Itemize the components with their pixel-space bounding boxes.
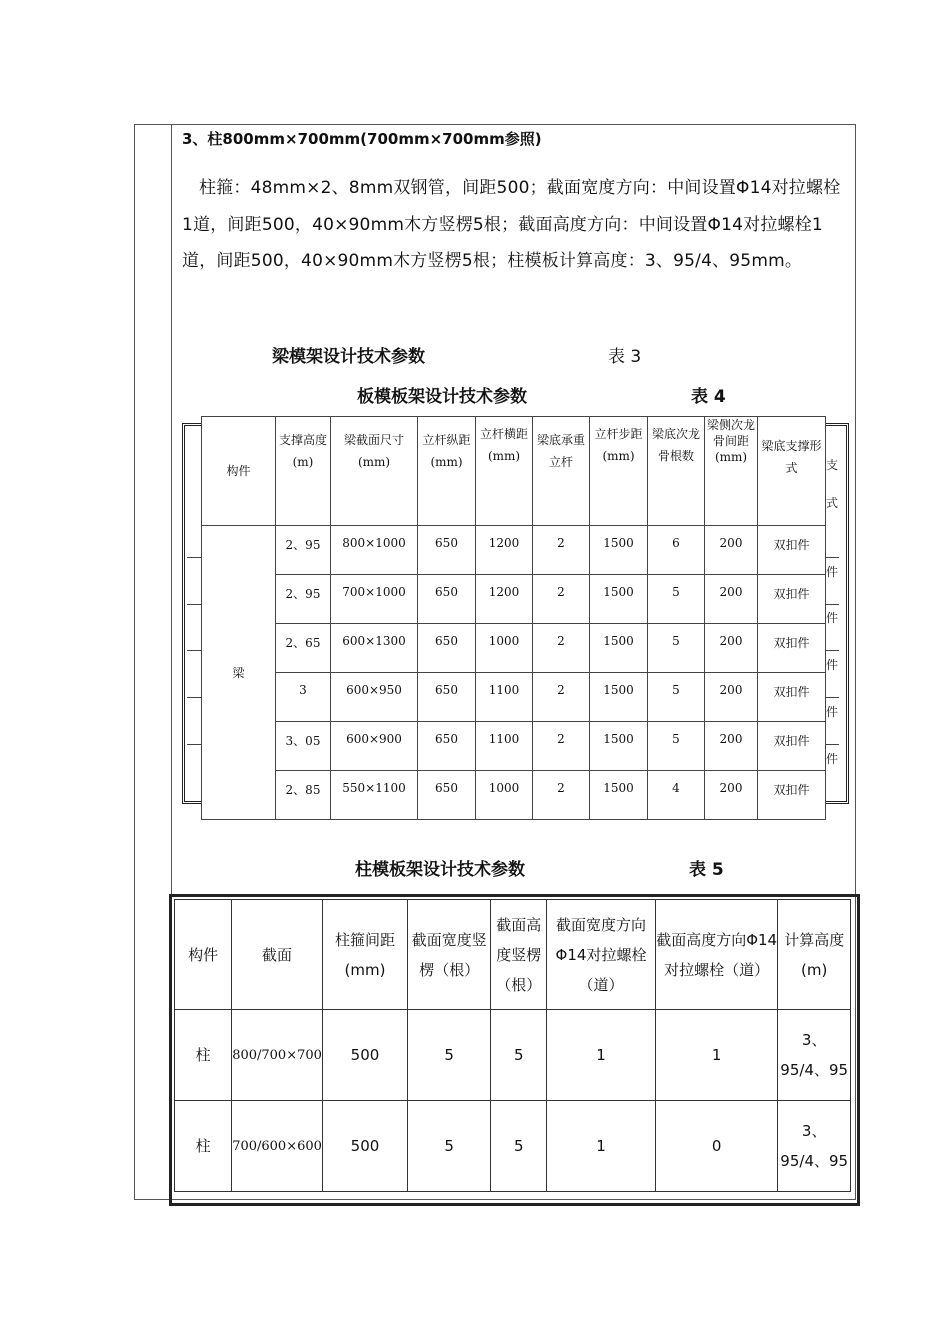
cell-pole-trans-spacing: 1100 [476, 722, 533, 771]
table-row [175, 1010, 851, 1101]
table3-rule [187, 697, 201, 698]
header-load-poles: 梁底承重立杆 [533, 417, 590, 526]
cell-beam-section: 600×900 [331, 722, 418, 771]
cell-support-form: 双扣件 [758, 526, 826, 575]
cell-support-form: 双扣件 [758, 722, 826, 771]
table3-cell: 式 [826, 496, 839, 510]
cell-pole-step: 1500 [590, 526, 648, 575]
table3-rule [187, 557, 201, 558]
cell-member: 柱 [175, 1101, 232, 1192]
cell-side-joist-spacing: 200 [705, 722, 758, 771]
cell-width-bolts: 1 [547, 1010, 656, 1101]
table4-title: 板模板架设计技术参数 [357, 387, 527, 407]
header-calc-height: 计算高度(m) [778, 900, 851, 1010]
cell-side-joist-spacing: 200 [705, 673, 758, 722]
cell-side-joist-spacing: 200 [705, 575, 758, 624]
cell-member: 柱 [175, 1010, 232, 1101]
table5 [174, 899, 851, 1192]
cell-pole-trans-spacing: 1100 [476, 673, 533, 722]
section-heading: 3、柱800mm×700mm(700mm×700mm参照) [182, 130, 542, 148]
cell-pole-trans-spacing: 1200 [476, 575, 533, 624]
cell-joist-count: 4 [648, 771, 705, 820]
table3-title: 梁模架设计技术参数 [272, 347, 425, 367]
cell-beam-section: 800×1000 [331, 526, 418, 575]
cell-pole-long-spacing: 650 [418, 673, 476, 722]
cell-joist-count: 5 [648, 673, 705, 722]
cell-beam-section: 600×950 [331, 673, 418, 722]
cell-support-height: 2、85 [276, 771, 331, 820]
table-row [175, 1101, 851, 1192]
cell-support-form: 双扣件 [758, 673, 826, 722]
header-member: 构件 [202, 417, 276, 526]
table3-rule [825, 604, 839, 605]
cell-pole-long-spacing: 650 [418, 624, 476, 673]
cell-joist-count: 5 [648, 722, 705, 771]
table-row [202, 673, 826, 722]
cell-load-poles: 2 [533, 575, 590, 624]
table3-rule [825, 650, 839, 651]
table4-number: 表 4 [691, 387, 726, 407]
cell-pole-trans-spacing: 1200 [476, 526, 533, 575]
cell-spacing: 500 [322, 1010, 407, 1101]
cell-load-poles: 2 [533, 673, 590, 722]
table5-title: 柱模板架设计技术参数 [355, 860, 525, 880]
cell-width-studs: 5 [408, 1010, 491, 1101]
cell-height-bolts: 0 [655, 1101, 778, 1192]
header-hoop-spacing: 柱箍间距(mm) [322, 900, 407, 1010]
cell-spacing: 500 [322, 1101, 407, 1192]
cell-pole-step: 1500 [590, 771, 648, 820]
cell-height-bolts: 1 [655, 1010, 778, 1101]
header-support-height: 支撑高度(m) [276, 417, 331, 526]
column-description: 柱箍：48mm×2、8mm双钢管，间距500；截面宽度方向：中间设置Φ14对拉螺栓1道，间距500，40×90mm木方竖楞5根；截面高度方向：中间设置Φ14对拉螺栓1道，间距500，40×90mm木方竖楞5根；柱模板计算高度：3、95/4、95mm。 [182, 178, 841, 271]
table3-number: 表 3 [608, 347, 642, 367]
header-width-studs: 截面宽度竖楞（根） [408, 900, 491, 1010]
cell-joist-count: 5 [648, 575, 705, 624]
cell-load-poles: 2 [533, 771, 590, 820]
table3-rule [187, 604, 201, 605]
table3-cell: 件 [826, 658, 839, 672]
cell-joist-count: 6 [648, 526, 705, 575]
cell-pole-long-spacing: 650 [418, 526, 476, 575]
cell-joist-count: 5 [648, 624, 705, 673]
cell-pole-trans-spacing: 1000 [476, 771, 533, 820]
table-row [202, 624, 826, 673]
cell-width-bolts: 1 [547, 1101, 656, 1192]
table3-rule [187, 744, 201, 745]
cell-height-studs: 5 [491, 1010, 547, 1101]
header-pole-step: 立杆步距(mm) [590, 417, 648, 526]
cell-pole-step: 1500 [590, 673, 648, 722]
cell-pole-step: 1500 [590, 624, 648, 673]
header-beam-section: 梁截面尺寸(mm) [331, 417, 418, 526]
table3-cell: 件 [826, 565, 839, 579]
cell-load-poles: 2 [533, 526, 590, 575]
header-pole-long-spacing: 立杆纵距(mm) [418, 417, 476, 526]
header-section: 截面 [232, 900, 323, 1010]
header-width-bolts: 截面宽度方向Φ14对拉螺栓（道） [547, 900, 656, 1010]
header-height-studs: 截面高度竖楞（根） [491, 900, 547, 1010]
cell-support-height: 3、05 [276, 722, 331, 771]
cell-pole-long-spacing: 650 [418, 575, 476, 624]
table-row [202, 771, 826, 820]
cell-pole-step: 1500 [590, 575, 648, 624]
cell-beam-section: 700×1000 [331, 575, 418, 624]
table3-rule [187, 650, 201, 651]
cell-beam-section: 550×1100 [331, 771, 418, 820]
table3-rule [825, 697, 839, 698]
cell-member-group: 梁 [202, 526, 276, 820]
cell-support-height: 3 [276, 673, 331, 722]
table3-cell: 件 [826, 752, 839, 766]
cell-load-poles: 2 [533, 722, 590, 771]
table5-number: 表 5 [689, 860, 724, 880]
cell-pole-long-spacing: 650 [418, 771, 476, 820]
cell-side-joist-spacing: 200 [705, 624, 758, 673]
table3-rule [825, 557, 839, 558]
header-support-form: 梁底支撑形式 [758, 417, 826, 526]
cell-height-studs: 5 [491, 1101, 547, 1192]
cell-pole-long-spacing: 650 [418, 722, 476, 771]
cell-width-studs: 5 [408, 1101, 491, 1192]
cell-beam-section: 600×1300 [331, 624, 418, 673]
cell-calc-height: 3、95/4、95 [778, 1101, 851, 1192]
cell-support-height: 2、95 [276, 575, 331, 624]
cell-support-form: 双扣件 [758, 771, 826, 820]
cell-pole-trans-spacing: 1000 [476, 624, 533, 673]
header-member: 构件 [175, 900, 232, 1010]
cell-section: 800/700×700 [232, 1010, 323, 1101]
table3-rule [825, 744, 839, 745]
table4 [201, 416, 826, 820]
table3-cell: 件 [826, 705, 839, 719]
table-row [202, 575, 826, 624]
header-side-joist-spacing: 梁侧次龙骨间距(mm) [705, 417, 758, 526]
cell-calc-height: 3、95/4、95 [778, 1010, 851, 1101]
table-row [202, 722, 826, 771]
header-joist-count: 梁底次龙骨根数 [648, 417, 705, 526]
cell-section: 700/600×600 [232, 1101, 323, 1192]
cell-support-form: 双扣件 [758, 575, 826, 624]
header-height-bolts: 截面高度方向Φ14对拉螺栓（道） [655, 900, 778, 1010]
table-row [202, 526, 826, 575]
cell-load-poles: 2 [533, 624, 590, 673]
cell-support-form: 双扣件 [758, 624, 826, 673]
table3-cell: 支 [826, 458, 839, 472]
cell-support-height: 2、65 [276, 624, 331, 673]
cell-side-joist-spacing: 200 [705, 771, 758, 820]
header-pole-trans-spacing: 立杆横距(mm) [476, 417, 533, 526]
cell-pole-step: 1500 [590, 722, 648, 771]
table3-cell: 件 [826, 611, 839, 625]
cell-side-joist-spacing: 200 [705, 526, 758, 575]
cell-support-height: 2、95 [276, 526, 331, 575]
